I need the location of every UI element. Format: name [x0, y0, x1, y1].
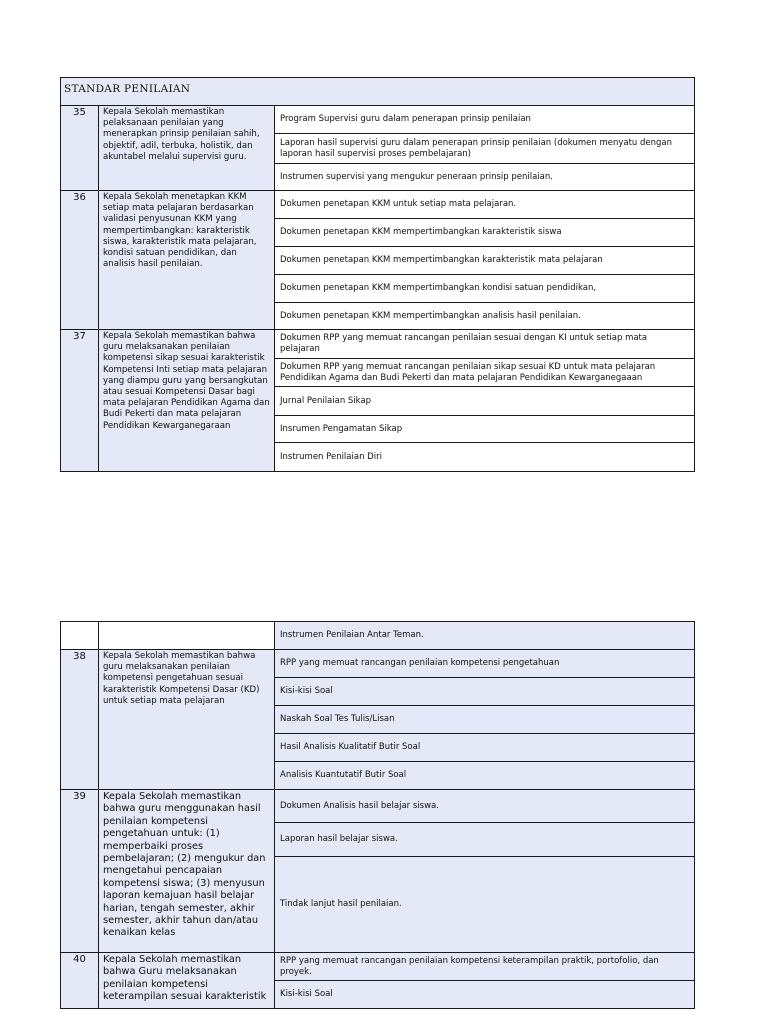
document-item: Program Supervisi guru dalam penerapan prinsip penilaian — [275, 106, 695, 134]
assessment-standard-table-2 — [60, 621, 695, 1009]
assessment-standard-table-1 — [60, 77, 695, 472]
document-item: Analisis Kuantutatif Butir Soal — [275, 762, 695, 790]
row-number: 35 — [61, 106, 99, 191]
document-item: Jurnal Penilaian Sikap — [275, 387, 695, 416]
criterion-text: Kepala Sekolah menetapkan KKM setiap mata pelajaran berdasarkan validasi penyusunan KKM yang mempertimbangkan: karakteristik siswa, karakteristik mata pelajaran, kondisi satuan pendidikan, dan analisis hasil penilaian. — [99, 191, 275, 330]
document-item: Instrumen Penilaian Diri — [275, 443, 695, 472]
document-item: Dokumen penetapan KKM mempertimbangkan karakteristik siswa — [275, 219, 695, 247]
document-item: Dokumen Analisis hasil belajar siswa. — [275, 790, 695, 823]
document-item: RPP yang memuat rancangan penilaian kompetensi keterampilan praktik, portofolio, dan proyek. — [275, 953, 695, 981]
row-number: 38 — [61, 650, 99, 790]
document-item: Naskah Soal Tes Tulis/Lisan — [275, 706, 695, 734]
document-item: Dokumen RPP yang memuat rancangan penilaian sikap sesuai KD untuk mata pelajaran Pendidikan Agama dan Budi Pekerti dan mata pelajaran Pendidikan Kewarganegaaan — [275, 359, 695, 387]
section-title: STANDAR PENILAIAN — [61, 78, 695, 106]
document-item: Insrumen Pengamatan Sikap — [275, 416, 695, 443]
criterion-text: Kepala Sekolah memastikan pelaksanaan penilaian yang menerapkan prinsip penilaian sahih, objektif, adil, terbuka, holistik, dan akuntabel melalui supervisi guru. — [99, 106, 275, 191]
empty-number-cell — [61, 622, 99, 650]
criterion-text: Kepala Sekolah memastikan bahwa guru menggunakan hasil penilaian kompetensi pengetahuan untuk: (1) memperbaiki proses pembelajaran; (2) mengukur dan mengetahui pencapaian kompetensi siswa; (3) menyusun laporan kemajuan hasil belajar harian, tengah semester, akhir semester, akhir tahun dan/atau kenaikan kelas — [99, 790, 275, 953]
document-item: Instrumen Penilaian Antar Teman. — [275, 622, 695, 650]
document-item: Tindak lanjut hasil penilaian. — [275, 857, 695, 953]
empty-criterion-cell — [99, 622, 275, 650]
document-item: Dokumen penetapan KKM mempertimbangkan analisis hasil penilaian. — [275, 303, 695, 330]
document-item: Dokumen penetapan KKM mempertimbangkan karakteristik mata pelajaran — [275, 247, 695, 275]
criterion-text: Kepala Sekolah memastikan bahwa Guru melaksanakan penilaian kompetensi keterampilan sesuai karakteristik — [99, 953, 275, 1009]
document-item: Laporan hasil supervisi guru dalam penerapan prinsip penilaian (dokumen menyatu dengan laporan hasil supervisi proses pembelajaran) — [275, 134, 695, 164]
document-item: Kisi-kisi Soal — [275, 981, 695, 1009]
document-item: Kisi-kisi Soal — [275, 678, 695, 706]
document-item: Instrumen supervisi yang mengukur peneraan prinsip penilaian. — [275, 164, 695, 191]
criterion-text: Kepala Sekolah memastikan bahwa guru melaksanakan penilaian kompetensi pengetahuan sesuai karakteristik Kompetensi Dasar (KD) untuk setiap mata pelajaran — [99, 650, 275, 790]
document-item: Dokumen penetapan KKM untuk setiap mata pelajaran. — [275, 191, 695, 219]
criterion-text: Kepala Sekolah memastikan bahwa guru melaksanakan penilaian kompetensi sikap sesuai karakteristik Kompetensi Inti setiap mata pelajaran yang diampu guru yang bersangkutan atau sesuai Kompetensi Dasar bagi mata pelajaran Pendidikan Agama dan Budi Pekerti dan mata pelajaran Pendidikan Kewarganegaraan — [99, 330, 275, 472]
document-item: Laporan hasil belajar siswa. — [275, 823, 695, 857]
row-number: 36 — [61, 191, 99, 330]
document-item: Dokumen penetapan KKM mempertimbangkan kondisi satuan pendidikan, — [275, 275, 695, 303]
document-item: RPP yang memuat rancangan penilaian kompetensi pengetahuan — [275, 650, 695, 678]
document-item: Hasil Analisis Kualitatif Butir Soal — [275, 734, 695, 762]
row-number: 37 — [61, 330, 99, 472]
row-number: 39 — [61, 790, 99, 953]
row-number: 40 — [61, 953, 99, 1009]
document-item: Dokumen RPP yang memuat rancangan penilaian sesuai dengan KI untuk setiap mata pelajaran — [275, 330, 695, 359]
